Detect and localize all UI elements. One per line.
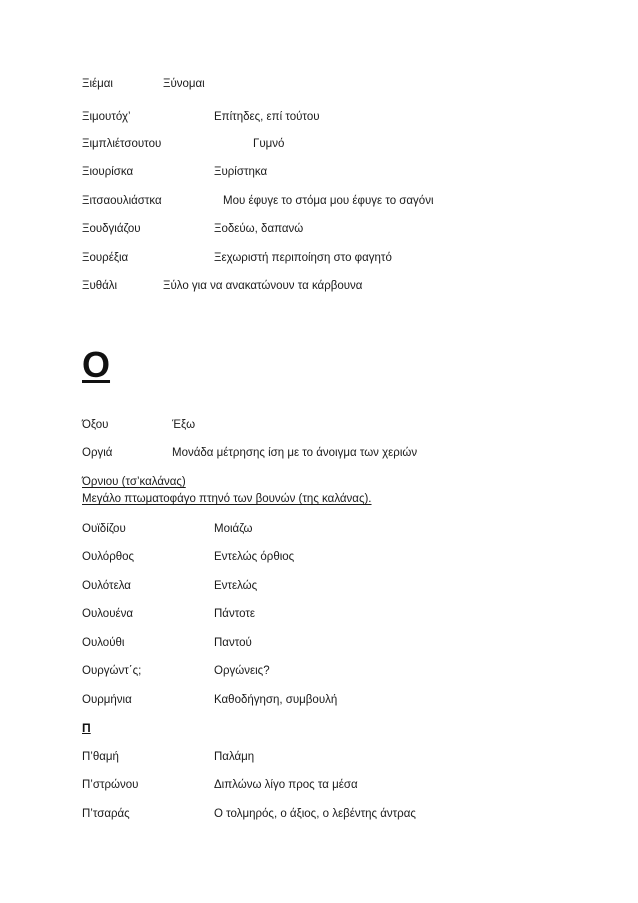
entry-term: Π’θαμή xyxy=(82,751,119,763)
entry-term: Ουϊδίζου xyxy=(82,523,126,535)
list-item xyxy=(82,76,582,92)
entry-definition: Ξύνομαι xyxy=(163,78,205,90)
list-item xyxy=(82,193,582,209)
entry-definition: Έξω xyxy=(172,419,196,431)
list-item xyxy=(82,692,582,708)
entry-definition: Παντού xyxy=(214,637,252,649)
entry-term: Ξιμουτόχ’ xyxy=(82,111,131,123)
entry-definition: Μεγάλο πτωματοφάγο πτηνό των βουνών (της καλάνας). xyxy=(82,493,372,505)
entry-term: Ξυθάλι xyxy=(82,280,118,292)
entry-definition: Παλάμη xyxy=(214,751,255,763)
entry-definition: Εντελώς όρθιος xyxy=(214,551,295,563)
entry-definition: Ξοδεύω, δαπανώ xyxy=(214,223,304,235)
entry-term: Ουλότελα xyxy=(82,580,131,592)
list-item xyxy=(82,663,582,679)
entry-term: Ξουδγιάζου xyxy=(82,223,141,235)
entry-term: Οργιά xyxy=(82,447,113,459)
entry-term: Ουλούθι xyxy=(82,637,125,649)
entry-term: Ουλόρθος xyxy=(82,551,135,563)
entry-definition: Ξεχωριστή περιποίηση στο φαγητό xyxy=(214,252,392,264)
entry-definition: Καθοδήγηση, συμβουλή xyxy=(214,694,338,706)
list-item xyxy=(82,521,582,537)
entry-term: Ξουρέξια xyxy=(82,252,129,264)
list-item xyxy=(82,109,582,125)
entry-definition: Ο τολμηρός, ο άξιος, ο λεβέντης άντρας xyxy=(214,808,416,820)
entry-definition: Επίτηδες, επί τούτου xyxy=(214,111,320,123)
list-item xyxy=(82,635,582,651)
entry-definition: Μοιάζω xyxy=(214,523,253,535)
section-heading: Π xyxy=(82,721,91,735)
entry-term: Ξιτσαουλιάστκα xyxy=(82,195,162,207)
list-item xyxy=(82,806,582,822)
list-item xyxy=(82,749,582,765)
section-heading: Ο xyxy=(82,344,111,385)
entry-definition: Μου έφυγε το στόμα μου έφυγε το σαγόνι xyxy=(223,195,434,207)
entry-term: Π’στρώνου xyxy=(82,779,139,791)
entry-definition: Μονάδα μέτρησης ίση με το άνοιγμα των χεριών xyxy=(172,447,418,459)
list-item xyxy=(82,250,582,266)
entry-definition: Διπλώνω λίγο προς τα μέσα xyxy=(214,779,358,791)
list-item xyxy=(82,417,582,433)
entry-term: Ξιουρίσκα xyxy=(82,166,134,178)
entry-term: Όρνιου (τσ’καλάνας) xyxy=(82,476,186,488)
entry-term: Ουρμήνια xyxy=(82,694,132,706)
list-item xyxy=(82,777,582,793)
entry-definition: Οργώνεις? xyxy=(214,665,270,677)
entry-term: Π’τσαράς xyxy=(82,808,130,820)
list-item xyxy=(82,474,512,508)
list-item xyxy=(82,164,582,180)
entry-term: Ουλουένα xyxy=(82,608,134,620)
entry-definition: Εντελώς xyxy=(214,580,258,592)
list-item xyxy=(82,221,582,237)
list-item xyxy=(82,606,582,622)
list-item xyxy=(82,278,582,294)
entry-term: Όξου xyxy=(82,419,109,431)
list-item xyxy=(82,445,582,461)
entry-definition: Γυμνό xyxy=(253,138,285,150)
entry-term: Ξιμπλιέτσουτου xyxy=(82,138,162,150)
entry-definition: Ξύλο για να ανακατώνουν τα κάρβουνα xyxy=(163,280,363,292)
entry-definition: Ξυρίστηκα xyxy=(214,166,268,178)
list-item xyxy=(82,549,582,565)
entry-term: Ουργώντ΄ς; xyxy=(82,665,142,677)
entry-definition: Πάντοτε xyxy=(214,608,255,620)
list-item xyxy=(82,578,582,594)
entry-term: Ξιέμαι xyxy=(82,78,113,90)
list-item xyxy=(82,136,582,152)
